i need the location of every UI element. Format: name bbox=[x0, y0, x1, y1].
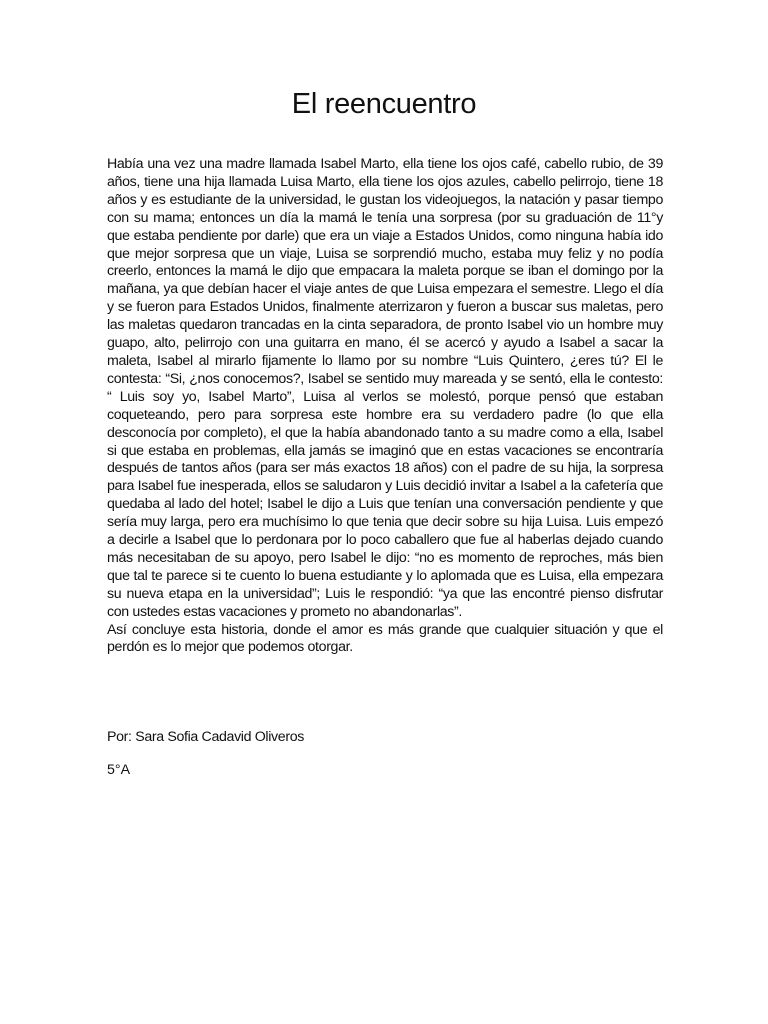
author-byline: Por: Sara Sofia Cadavid Oliveros bbox=[107, 729, 304, 745]
grade-label: 5°A bbox=[107, 762, 131, 778]
story-paragraph-conclusion: Así concluye esta historia, donde el amor es más grande que cualquier situación y que el perdón es lo mejor que podemos otorgar. bbox=[107, 621, 663, 656]
story-body bbox=[107, 156, 663, 657]
document-title: El reencuentro bbox=[291, 88, 477, 120]
story-paragraph-main: Había una vez una madre llamada Isabel Marto, ella tiene los ojos café, cabello rubio, de 39 años, tiene una hija llamada Luisa Marto, ella tiene los ojos azules, cabello pelirrojo, tiene 18 años y es estudiante de la universidad, le gustan los videojuegos, la natación y pasar tiempo con su mama; entonces un día la mamá le tenía una sorpresa (por su graduación de 11°y que estaba pendiente por darle) que era un viaje a Estados Unidos, como ninguna había ido que mejor sorpresa que un viaje, Luisa se sorprendió mucho, estaba muy feliz y no podía creerlo, entonces la mamá le dijo que empacara la maleta porque se iban el domingo por la mañana, ya que debían hacer el viaje antes de que Luisa empezara el semestre. Llego el día y se fueron para Estados Unidos, finalmente aterrizaron y fueron a buscar sus maletas, pero las maletas quedaron trancadas en la cinta separadora, de pronto Isabel vio un hombre muy guapo, alto, pelirrojo con una guitarra en mano, él se acercó y ayudo a Isabel a sacar la maleta, Isabel al mirarlo fijamente lo llamo por su nombre “Luis Quintero, ¿eres tú? El le contesta: “Si, ¿nos conocemos?, Isabel se sentido muy mareada y se sentó, ella le contesto: “ Luis soy yo, Isabel Marto”, Luisa al verlos se molestó, porque pensó que estaban coqueteando, pero para sorpresa este hombre era su verdadero padre (lo que ella desconocía por completo), el que la había abandonado tanto a su madre como a ella, Isabel si que estaba en problemas, ella jamás se imaginó que en estas vacaciones se encontraría después de tantos años (para ser más exactos 18 años) con el padre de su hija, la sorpresa para Isabel fue inesperada, ellos se saludaron y Luis decidió invitar a Isabel a la cafetería que quedaba al lado del hotel; Isabel le dijo a Luis que tenían una conversación pendiente y que sería muy larga, pero era muchísimo lo que tenia que decir sobre su hija Luisa. Luis empezó a decirle a Isabel que lo perdonara por lo poco caballero que fue al haberlas dejado cuando más necesitaban de su apoyo, pero Isabel le dijo: “no es momento de reproches, más bien que tal te parece si te cuento lo buena estudiante y lo aplomada que es Luisa, ella empezara su nueva etapa en la universidad”; Luis le respondió: “ya que las encontré pienso disfrutar con ustedes estas vacaciones y prometo no abandonarlas”. bbox=[107, 156, 663, 620]
